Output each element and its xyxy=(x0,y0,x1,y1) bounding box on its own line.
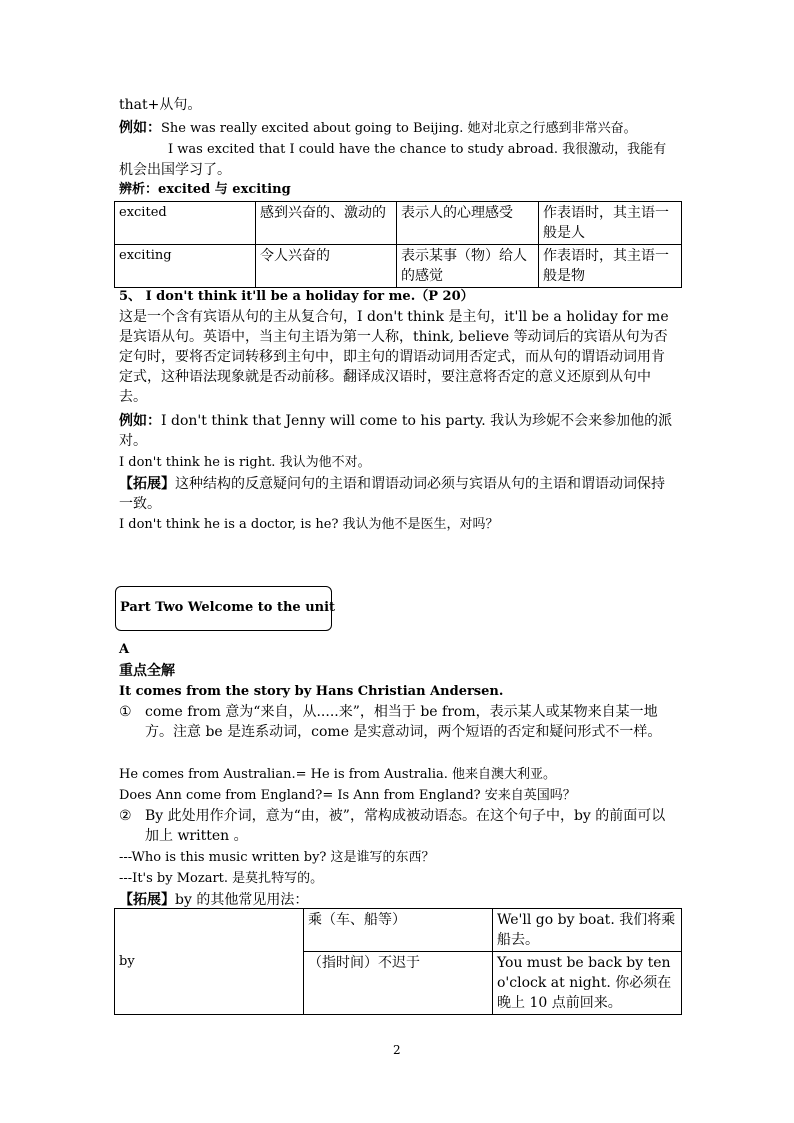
example-text: She was really excited about going to Beijing. 她对北京之行感到非常兴奋。 xyxy=(161,121,637,136)
table-cell: You must be back by ten o'clock at night. 你必须在晚上 10 点前回来。 xyxy=(493,952,682,1015)
table-cell: 作表语时，其主语一般是物 xyxy=(539,245,682,288)
example-text: I was excited that I could have the chance to study abroad. 我很激动，我能有 xyxy=(168,142,667,157)
example-text: ---It's by Mozart. 是莫扎特写的。 xyxy=(119,871,324,886)
table-cell: by xyxy=(115,909,304,1015)
example-text: I don't think that Jenny will come to his party. 我认为珍妮不会来参加他的派对。 xyxy=(119,413,673,449)
table-cell: 表示某事（物）给人的感觉 xyxy=(397,245,539,288)
example-text: I don't think he is a doctor, is he? 我认为他不是医生，对吗？ xyxy=(119,517,499,532)
table-cell: （指时间）不迟于 xyxy=(304,952,493,1015)
example-line xyxy=(119,411,675,451)
section-heading: 5、 I don't think it'll be a holiday for me.（P 20） xyxy=(119,289,474,304)
example-text: ---Who is this music written by? 这是谁写的东西？ xyxy=(119,850,435,865)
table-row xyxy=(115,245,682,288)
extension-line xyxy=(119,474,675,514)
table-row xyxy=(115,202,682,245)
paragraph: come from 意为“来自，从.....来”，相当于 be from，表示某人或某物来自某一地方。注意 be 是连系动词，come 是实意动词，两个短语的否定和疑问形式不一样。 xyxy=(145,704,662,740)
extension-text: by 的其他常见用法： xyxy=(175,892,309,908)
example-text: Does Ann come from England?= Is Ann from England? 安来自英国吗？ xyxy=(119,788,576,803)
table-cell: 作表语时，其主语一般是人 xyxy=(539,202,682,245)
page-number: 2 xyxy=(393,1043,401,1057)
paragraph: By 此处用作介词，意为“由，被”，常构成被动语态。在这个句子中，by 的前面可以加上 written 。 xyxy=(145,808,666,844)
section-subtitle: 重点全解 xyxy=(119,663,175,679)
diff-heading: 辨析：excited 与 exciting xyxy=(119,182,291,197)
comparison-table xyxy=(114,201,682,288)
example-text: 机会出国学习了。 xyxy=(119,162,231,178)
table-cell: exciting xyxy=(115,245,256,288)
extension-label: 【拓展】 xyxy=(119,892,175,908)
extension-label: 【拓展】 xyxy=(119,476,175,492)
part-title-box xyxy=(115,586,336,631)
text-line: that+从句。 xyxy=(119,97,202,113)
table-cell: 感到兴奋的、激动的 xyxy=(256,202,397,245)
item-number: ② xyxy=(119,808,132,824)
part-title: Part Two Welcome to the unit xyxy=(120,600,336,615)
key-sentence: It comes from the story by Hans Christian Andersen. xyxy=(119,684,504,699)
table-cell: excited xyxy=(115,202,256,245)
table-row xyxy=(115,909,682,952)
section-letter: A xyxy=(119,642,130,657)
example-text: He comes from Australian.= He is from Australia. 他来自澳大利亚。 xyxy=(119,767,557,782)
paragraph: 这是一个含有宾语从句的主从复合句，I don't think 是主句，it'll be a holiday for me 是宾语从句。英语中，当主句主语为第一人称，think, believe 等动词后的宾语从句为否定句时，要将否定词转移到主句中，即主句的谓语动词用否定式，而从句的谓语动词用肯定式，这种语法现象就是否动前移。翻译成汉语时，要注意将否定的意义还原到从句中去。 xyxy=(119,309,669,405)
example-label: 例如： xyxy=(119,120,161,136)
extension-text: 这种结构的反意疑问句的主语和谓语动词必须与宾语从句的主语和谓语动词保持一致。 xyxy=(119,476,665,512)
usage-table xyxy=(114,908,682,1015)
table-cell: 令人兴奋的 xyxy=(256,245,397,288)
extension-line xyxy=(119,890,308,910)
table-cell: 乘（车、船等） xyxy=(304,909,493,952)
table-cell: We'll go by boat. 我们将乘船去。 xyxy=(493,909,682,952)
item-number: ① xyxy=(119,704,132,720)
table-cell: 表示人的心理感受 xyxy=(397,202,539,245)
example-text: I don't think he is right. 我认为他不对。 xyxy=(119,455,371,470)
example-line xyxy=(119,118,637,139)
example-label: 例如： xyxy=(119,413,161,429)
